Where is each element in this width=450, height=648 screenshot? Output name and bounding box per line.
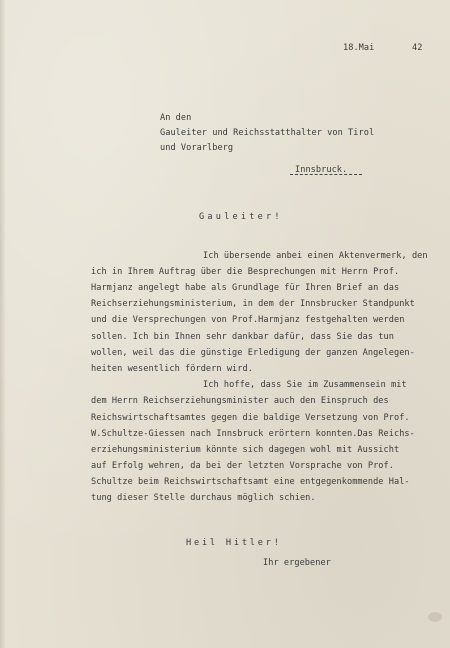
body-line: Ich übersende anbei einen Aktenvermerk, den [203, 251, 428, 261]
body-line: tung dieser Stelle durchaus möglich schien. [91, 493, 316, 503]
body-line: W.Schultze-Giessen nach Innsbruck erörtern konnten.Das Reichs- [91, 429, 415, 439]
body-line: und die Versprechungen von Prof.Harmjanz festgehalten werden [91, 315, 405, 325]
body-line: Reichswirtschaftsamtes gegen die baldige Versetzung von Prof. [91, 413, 410, 423]
body-line: erziehungsministerium könnte sich dagegen wohl mit Aussicht [91, 445, 400, 455]
body-line: Schultze beim Reichswirtschaftsamt eine entgegenkommende Hal- [91, 477, 410, 487]
body-line: Harmjanz angelegt habe als Grundlage für Ihren Brief an das [91, 283, 400, 293]
recipient-line: An den [160, 113, 192, 123]
letter-date: 18.Mai [343, 43, 375, 53]
recipient-line: und Vorarlberg [160, 143, 234, 153]
body-line: Ich hoffe, dass Sie im Zusammensein mit [203, 380, 407, 390]
salutation: Gauleiter! [199, 212, 283, 222]
page-number: 42 [412, 43, 423, 53]
body-line: wollen, weil das die günstige Erledigung der ganzen Angelegen- [91, 348, 415, 358]
signoff: Ihr ergebener [263, 558, 331, 568]
body-line: sollen. Ich bin Ihnen sehr dankbar dafür, dass Sie das tun [91, 332, 394, 342]
body-line: auf Erfolg wehren, da bei der letzten Vorsprache von Prof. [91, 461, 394, 471]
recipient-line: Gauleiter und Reichsstatthalter von Tirol [160, 128, 375, 138]
paper-edge-shadow [0, 0, 6, 648]
body-line: Reichserziehungsministerium, in dem der Innsbrucker Standpunkt [91, 299, 415, 309]
body-line: heiten wesentlich fördern wird. [91, 364, 253, 374]
city-underline [290, 174, 362, 175]
body-line: ich in Ihrem Auftrag über die Besprechungen mit Herrn Prof. [91, 267, 400, 277]
closing-phrase: Heil Hitler! [186, 538, 282, 548]
recipient-city: Innsbruck. [295, 165, 348, 175]
paper-smudge [428, 612, 442, 622]
body-line: dem Herrn Reichserziehungsminister auch den Einspruch des [91, 396, 389, 406]
